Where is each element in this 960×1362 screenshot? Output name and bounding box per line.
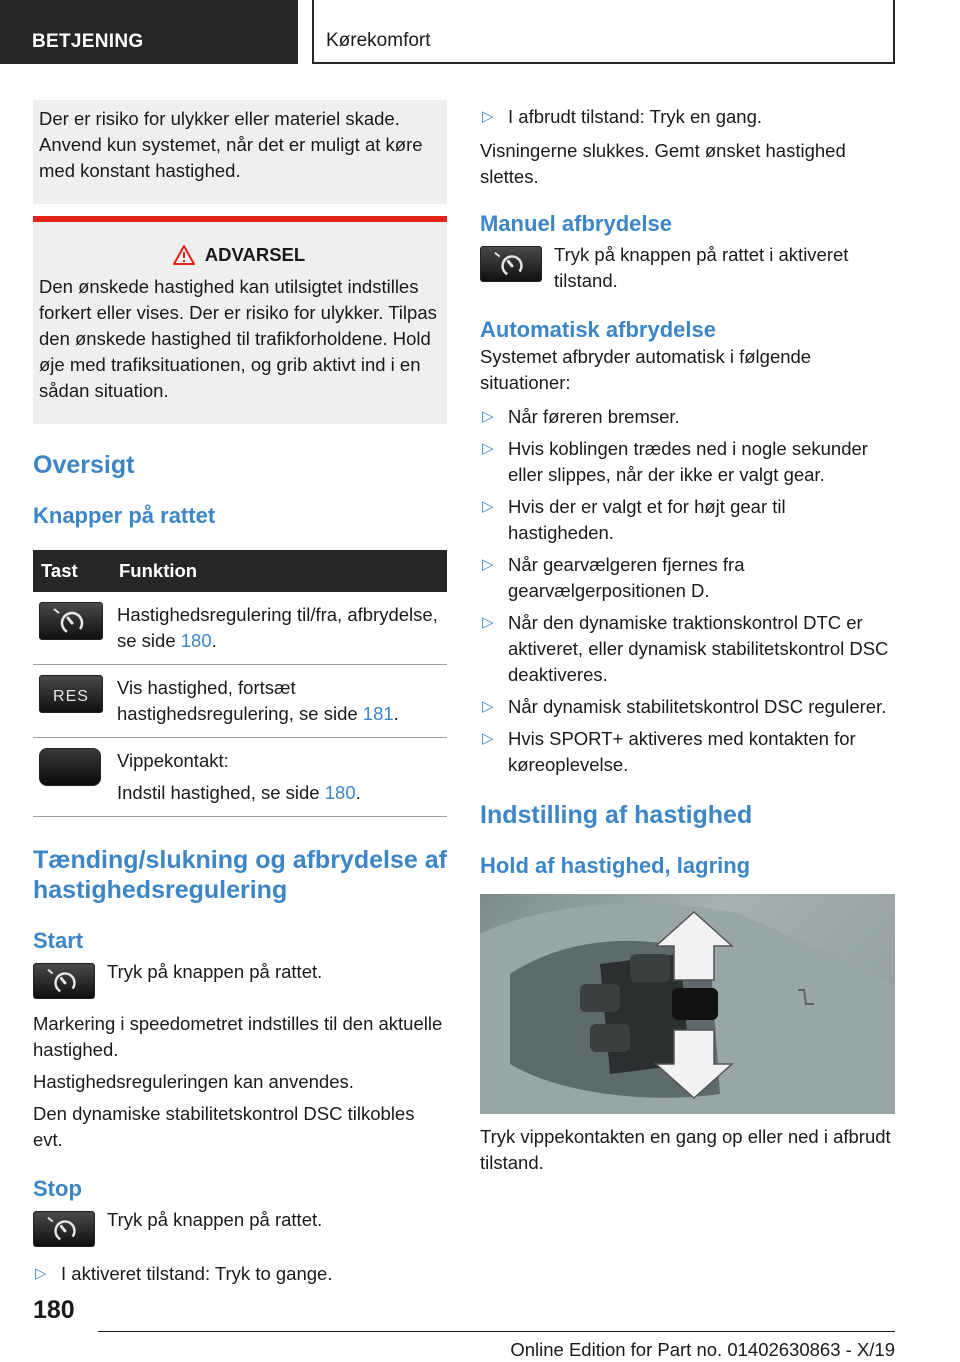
edition-text: Online Edition for Part no. 01402630863 - X/19 bbox=[510, 1339, 895, 1360]
stop-text: Tryk på knappen på rattet. bbox=[107, 1209, 323, 1230]
cruise-control-button-icon bbox=[480, 246, 542, 282]
heading-automatisk: Automatisk afbrydelse bbox=[480, 317, 716, 342]
warning-title bbox=[39, 244, 439, 266]
top-bullet-list bbox=[480, 104, 895, 130]
paragraph: Systemet afbryder automatisk i følgende situationer: bbox=[480, 346, 812, 393]
risk-note-box bbox=[33, 100, 447, 204]
table-cell-function: Vippekontakt: Indstil hastighed, se side 180. bbox=[111, 738, 447, 817]
triangle-bullet-icon: ▷ bbox=[482, 108, 494, 125]
heading-start: Start bbox=[33, 928, 84, 953]
triangle-bullet-icon: ▷ bbox=[482, 698, 494, 715]
table-header-function: Funktion bbox=[111, 550, 447, 592]
triangle-bullet-icon: ▷ bbox=[482, 614, 494, 631]
risk-note-text: Der er risiko for ulykker eller materiel skade. Anvend kun systemet, når det er muligt at køre med konstant hastighed. bbox=[39, 108, 423, 181]
triangle-bullet-icon: ▷ bbox=[482, 730, 494, 747]
heading-stop: Stop bbox=[33, 1176, 82, 1201]
heading-knapper: Knapper på rattet bbox=[33, 503, 216, 528]
rocker-switch-icon bbox=[39, 748, 101, 786]
list-item: ▷ Hvis koblingen trædes ned i nogle sekunder eller slippes, når der ikke er valgt gear. bbox=[482, 438, 868, 485]
paragraph: Den dynamiske stabilitetskontrol DSC tilkobles evt. bbox=[33, 1103, 415, 1150]
triangle-bullet-icon: ▷ bbox=[35, 1265, 47, 1282]
buttons-table bbox=[33, 550, 447, 817]
heading-indstilling: Indstilling af hastighed bbox=[480, 801, 753, 829]
list-item: ▷ Når dynamisk stabilitetskontrol DSC regulerer. bbox=[480, 694, 895, 720]
paragraph: Visningerne slukkes. Gemt ønsket hastighed slettes. bbox=[480, 140, 846, 187]
table-header-key: Tast bbox=[33, 550, 111, 592]
page-link[interactable]: 180 bbox=[324, 782, 356, 803]
warning-title-text: ADVARSEL bbox=[204, 244, 306, 265]
table-cell-function: Hastighedsregulering til/fra, afbrydelse, se side 180. bbox=[111, 592, 447, 665]
left-column bbox=[33, 100, 447, 1287]
table-row bbox=[33, 592, 447, 665]
table-row bbox=[33, 738, 447, 817]
stop-bullet-list bbox=[33, 1261, 447, 1287]
cruise-control-button-icon bbox=[33, 963, 95, 999]
auto-bullet-list bbox=[480, 404, 895, 778]
list-item: ▷ I aktiveret tilstand: Tryk to gange. bbox=[33, 1261, 447, 1287]
start-text: Tryk på knappen på rattet. bbox=[107, 961, 323, 982]
triangle-bullet-icon: ▷ bbox=[482, 408, 494, 425]
table-cell-key bbox=[33, 738, 111, 817]
paragraph: Hastighedsreguleringen kan anvendes. bbox=[33, 1071, 354, 1092]
list-item: ▷ Når den dynamiske traktionskontrol DTC er aktiveret, eller dynamisk stabilitetskontrol DSC deaktiveres. bbox=[482, 612, 889, 685]
section-label: BETJENING bbox=[0, 0, 298, 64]
cruise-control-button-icon bbox=[39, 602, 103, 640]
table-cell-function: Vis hastighed, fortsæt hastighedsregulering, se side 181. bbox=[111, 665, 447, 738]
page-link[interactable]: 180 bbox=[180, 630, 212, 651]
chapter-label: Kørekomfort bbox=[312, 0, 895, 64]
res-label: RES bbox=[53, 688, 89, 705]
triangle-bullet-icon: ▷ bbox=[482, 556, 494, 573]
manuel-text: Tryk på knappen på rattet i aktiveret tilstand. bbox=[554, 244, 849, 291]
warning-box bbox=[33, 216, 447, 424]
heading-taending: Tænding/slukning og afbrydelse af hastighedsregulering bbox=[33, 846, 447, 904]
heading-hold: Hold af hastighed, lagring bbox=[480, 853, 751, 878]
triangle-bullet-icon: ▷ bbox=[482, 498, 494, 515]
photo-caption: Tryk vippekontakten en gang op eller ned i afbrudt tilstand. bbox=[480, 1126, 891, 1173]
page-link[interactable]: 181 bbox=[362, 703, 394, 724]
right-column bbox=[480, 100, 895, 1176]
list-item: ▷ I afbrudt tilstand: Tryk en gang. bbox=[480, 104, 895, 130]
list-item: ▷ Hvis der er valgt et for højt gear til hastigheden. bbox=[482, 496, 786, 543]
table-row bbox=[33, 665, 447, 738]
heading-oversigt: Oversigt bbox=[33, 451, 135, 479]
triangle-bullet-icon: ▷ bbox=[482, 440, 494, 457]
start-instruction bbox=[33, 959, 447, 999]
table-cell-key bbox=[33, 592, 111, 665]
list-item: ▷ Når føreren bremser. bbox=[480, 404, 895, 430]
manuel-instruction bbox=[480, 242, 895, 294]
list-item: ▷ Hvis SPORT+ aktiveres med kontakten for køreoplevelse. bbox=[482, 728, 856, 775]
res-button-icon bbox=[39, 675, 103, 713]
cruise-control-button-icon bbox=[33, 1211, 95, 1247]
table-cell-key bbox=[33, 665, 111, 738]
page-number: 180 bbox=[33, 1296, 75, 1324]
footer-divider bbox=[98, 1331, 895, 1332]
page-header bbox=[0, 0, 960, 66]
paragraph: Markering i speedometret indstilles til den aktuelle hastighed. bbox=[33, 1013, 443, 1060]
steering-wheel-photo bbox=[480, 894, 895, 1114]
stop-instruction bbox=[33, 1207, 447, 1247]
warning-text: Den ønskede hastighed kan utilsigtet indstilles forkert eller vises. Der er risiko for ulykker. Tilpas den ønskede hastighed til trafikforholdene. Hold øje med trafiksituationen, og grib aktivt ind i en sådan situation. bbox=[39, 276, 437, 401]
list-item: ▷ Når gearvælgeren fjernes fra gearvælgerpositionen D. bbox=[482, 554, 745, 601]
heading-manuel: Manuel afbrydelse bbox=[480, 211, 672, 236]
warning-triangle-icon bbox=[173, 245, 195, 265]
table-header-row bbox=[33, 550, 447, 592]
